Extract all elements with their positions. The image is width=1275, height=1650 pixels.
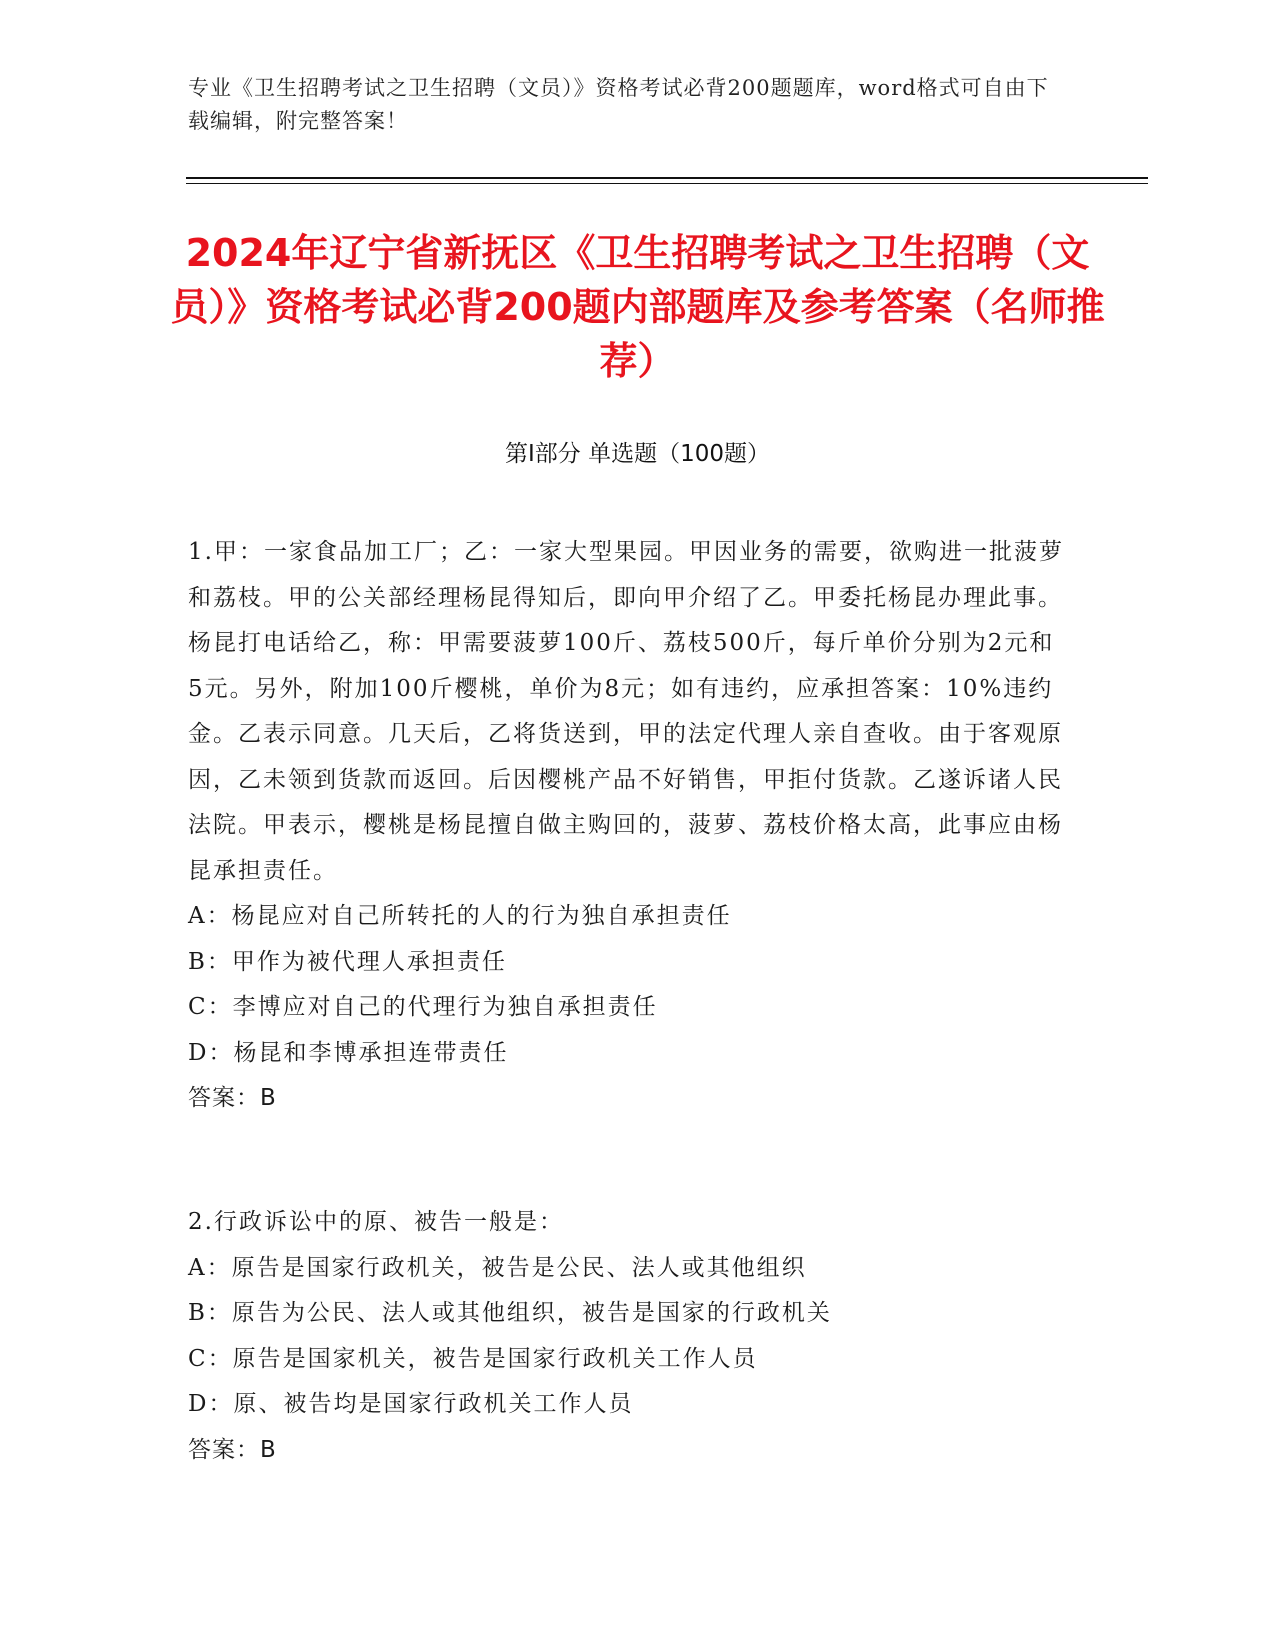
question-stem: 1.甲：一家食品加工厂；乙：一家大型果园。甲因业务的需要，欲购进一批菠萝和荔枝。甲的公关部经理杨昆得知后，即向甲介绍了乙。甲委托杨昆办理此事。杨昆打电话给乙，称：甲需要菠萝100斤、荔枝500斤，每斤单价分别为2元和5元。另外，附加100斤樱桃，单价为8元；如有违约，应承担答案：10%违约金。乙表示同意。几天后，乙将货送到，甲的法定代理人亲自查收。由于客观原因，乙未领到货款而返回。后因樱桃产品不好销售，甲拒付货款。乙遂诉诸人民法院。甲表示，樱桃是杨昆擅自做主购回的，菠萝、荔枝价格太高，此事应由杨昆承担责任。 [188, 539, 1064, 884]
option-d: D：原、被告均是国家行政机关工作人员 [188, 1391, 634, 1417]
option-d: D：杨昆和李博承担连带责任 [188, 1039, 509, 1066]
option-c: C：原告是国家机关，被告是国家行政机关工作人员 [188, 1345, 758, 1372]
header-divider [186, 177, 1148, 179]
answer: 答案：B [188, 1436, 277, 1463]
option-a: A：杨昆应对自己所转托的人的行为独自承担责任 [188, 903, 732, 929]
question-2 [188, 1200, 1068, 1473]
option-b: B：甲作为被代理人承担责任 [188, 948, 507, 975]
header-note: 专业《卫生招聘考试之卫生招聘（文员）》资格考试必背200题题库，word格式可自由下载编辑，附完整答案！ [188, 76, 1049, 133]
option-c: C：李博应对自己的代理行为独自承担责任 [188, 994, 658, 1020]
header-divider-thin [186, 183, 1148, 184]
question-stem: 2.行政诉讼中的原、被告一般是： [188, 1209, 564, 1235]
option-a: A：原告是国家行政机关，被告是公民、法人或其他组织 [188, 1254, 807, 1281]
question-1 [188, 530, 1068, 1122]
section-heading: 第I部分 单选题（100题） [505, 441, 770, 467]
option-b: B：原告为公民、法人或其他组织，被告是国家的行政机关 [188, 1300, 832, 1326]
document-title: 2024年辽宁省新抚区《卫生招聘考试之卫生招聘（文员）》资格考试必背200题内部题库及参考答案（名师推荐） [170, 231, 1105, 383]
answer: 答案：B [188, 1085, 277, 1111]
